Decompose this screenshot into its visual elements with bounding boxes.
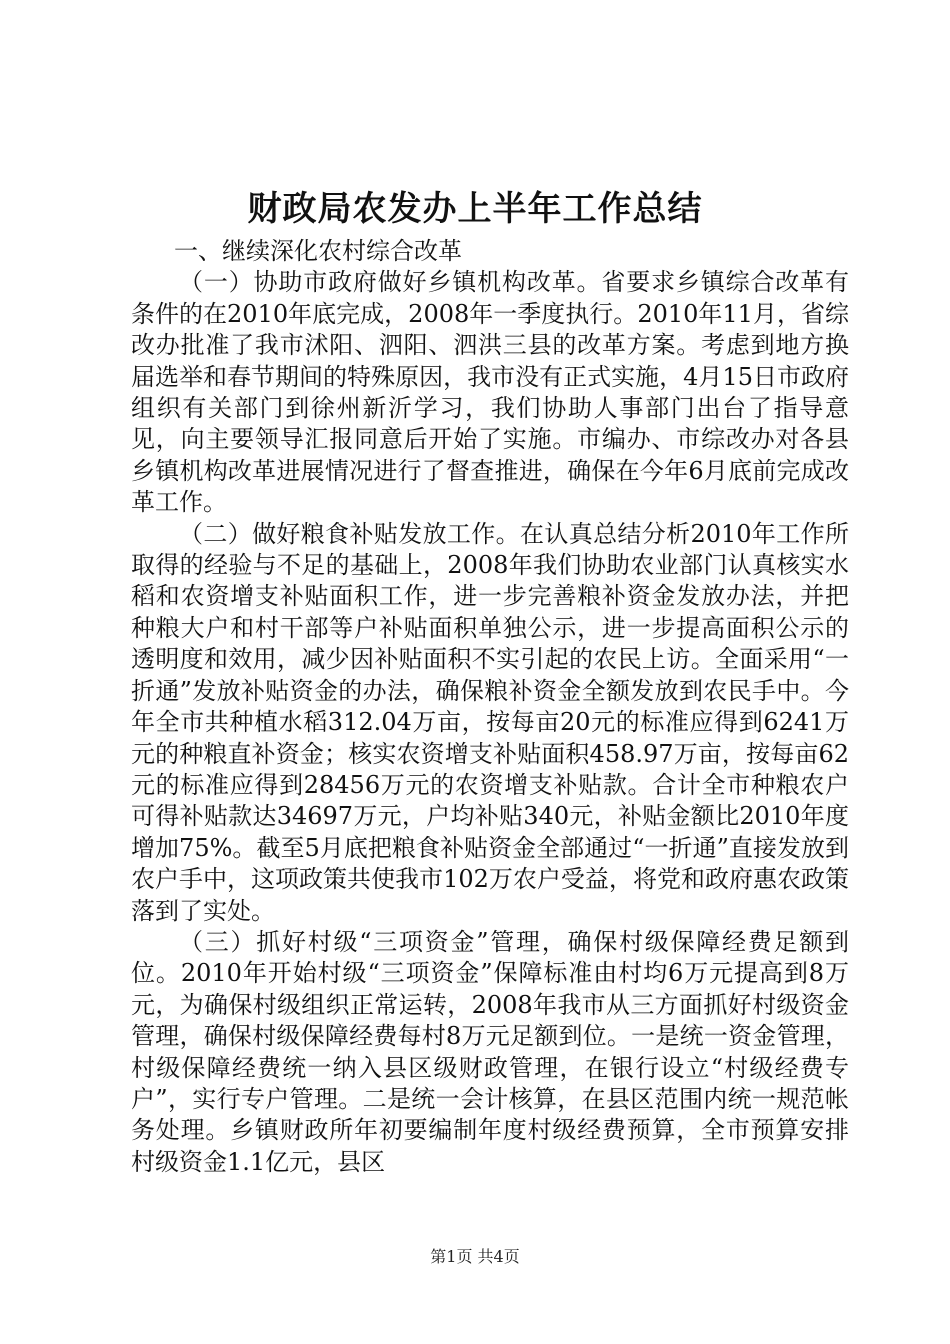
- page-number-footer: 第1页 共4页: [430, 1247, 520, 1266]
- section-heading: 一、继续深化农村综合改革: [174, 237, 462, 265]
- paragraph-3: （三）抓好村级“三项资金”管理，确保村级保障经费足额到位。2010年开始村级“三项资金”保障标准由村均6万元提高到8万元，为确保村级组织正常运转，2008年我市从三方面抓好村级资金管理，确保村级保障经费每村8万元足额到位。一是统一资金管理，村级保障经费统一纳入县区级财政管理，在银行设立“村级经费专户”，实行专户管理。二是统一会计核算，在县区范围内统一规范帐务处理。乡镇财政所年初要编制年度村级经费预算，全市预算安排村级资金1.1亿元，县区: [131, 927, 849, 1176]
- paragraph-1: （一）协助市政府做好乡镇机构改革。省要求乡镇综合改革有条件的在2010年底完成，2008年一季度执行。2010年11月，省综改办批准了我市沭阳、泗阳、泗洪三县的改革方案。考虑到地方换届选举和春节期间的特殊原因，我市没有正式实施，4月15日市政府组织有关部门到徐州新沂学习，我们协助人事部门出台了指导意见，向主要领导汇报同意后开始了实施。市编办、市综改办对各县乡镇机构改革进展情况进行了督查推进，确保在今年6月底前完成改革工作。: [131, 268, 849, 517]
- paragraph-2: （二）做好粮食补贴发放工作。在认真总结分析2010年工作所取得的经验与不足的基础上，2008年我们协助农业部门认真核实水稻和农资增支补贴面积工作，进一步完善粮补资金发放办法，并把种粮大户和村干部等户补贴面积单独公示，进一步提高面积公示的透明度和效用，减少因补贴面积不实引起的农民上访。全面采用“一折通”发放补贴资金的办法，确保粮补资金全额发放到农民手中。今年全市共种植水稻312.04万亩，按每亩20元的标准应得到6241万元的种粮直补资金；核实农资增支补贴面积458.97万亩，按每亩62元的标准应得到28456万元的农资增支补贴款。合计全市种粮农户可得补贴款达34697万元，户均补贴340元，补贴金额比2010年度增加75%。截至5月底把粮食补贴资金全部通过“一折通”直接发放到农户手中，这项政策共使我市102万农户受益，将党和政府惠农政策落到了实处。: [131, 519, 849, 925]
- document-title: 财政局农发办上半年工作总结: [247, 189, 703, 229]
- document-body: [131, 236, 849, 1178]
